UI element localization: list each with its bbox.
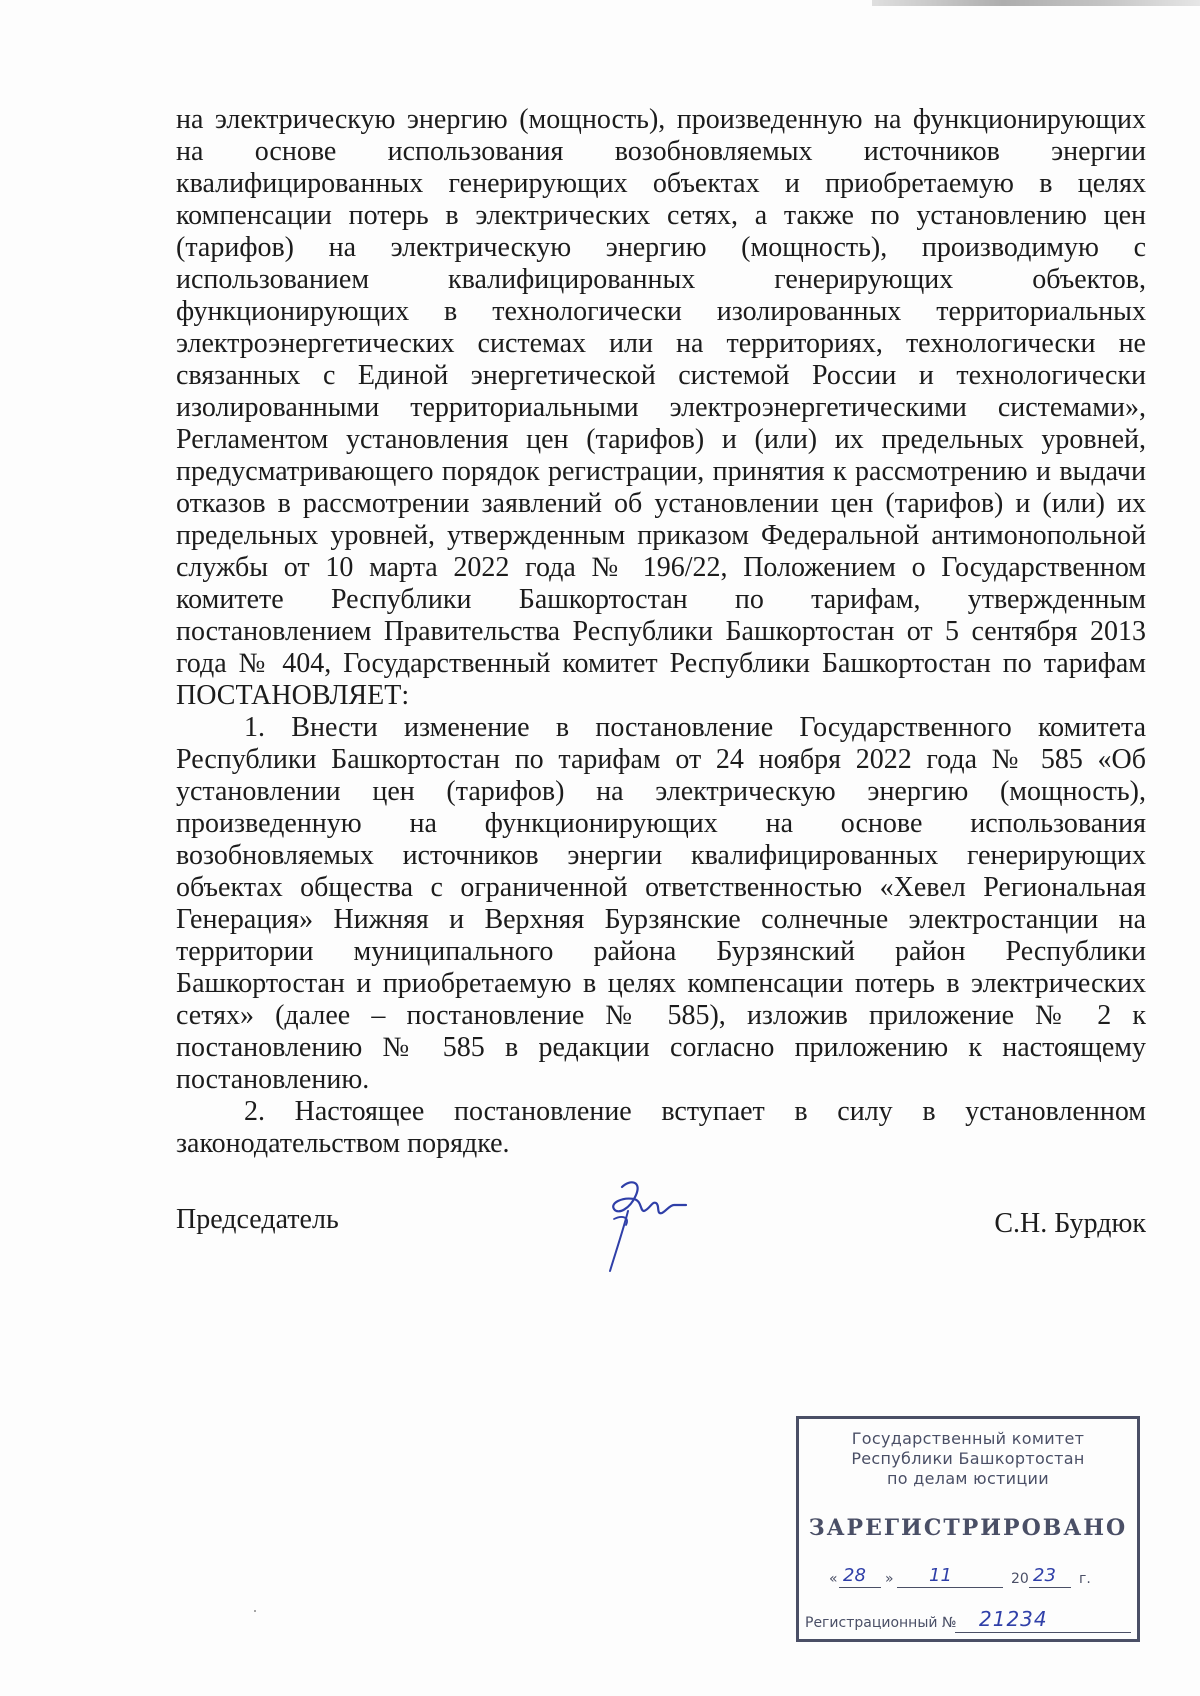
handwritten-signature xyxy=(600,1175,690,1275)
stamp-reg-number: 21234 xyxy=(979,1607,1048,1631)
paragraph-item-1: 1. Внести изменение в постановление Государственного комитета Республики Башкортостан по тарифам от 24 ноября 2022 года № 585 «Об установлении цен (тарифов) на электрическую энергию (мощность), произведенную на функционирующих на основе использования возобновляемых источников энергии квалифицированных генерирующих объектах общества с ограниченной ответственностью «Хевел Региональная Генерация» Нижняя и Верхняя Бурзянские солнечные электростанции на территории муниципального района Бурзянский район Республики Башкортостан и приобретаемую в целях компенсации потерь в электрических сетях» (далее – постановление № 585), изложив приложение № 2 к постановлению № 585 в редакции согласно приложению к настоящему постановлению. xyxy=(176,712,1146,1095)
stamp-status: ЗАРЕГИСТРИРОВАНО xyxy=(808,1515,1128,1541)
document-body xyxy=(176,104,1146,1160)
stamp-date-year-unit: г. xyxy=(1079,1571,1091,1587)
stamp-authority-line: Государственный комитет xyxy=(851,1429,1085,1448)
stamp-date-open-quote: « xyxy=(829,1571,838,1587)
stamp-date-month-line xyxy=(897,1587,1003,1588)
stamp-date-year-line xyxy=(1029,1587,1071,1588)
stamp-date xyxy=(829,1565,1119,1591)
signatory-name: С.Н. Бурдюк xyxy=(994,1208,1146,1239)
stamp-reg-label: Регистрационный № xyxy=(805,1615,957,1631)
stamp-authority xyxy=(799,1429,1137,1489)
scan-speck xyxy=(254,1610,256,1612)
signatory-title: Председатель xyxy=(176,1204,339,1235)
stamp-authority-line: по делам юстиции xyxy=(887,1469,1049,1488)
stamp-authority-line: Республики Башкортостан xyxy=(851,1449,1085,1468)
stamp-date-year-prefix: 20 xyxy=(1011,1571,1029,1587)
stamp-date-year-suffix: 23 xyxy=(1033,1565,1056,1586)
stamp-date-day-line xyxy=(839,1587,881,1588)
stamp-date-close-quote: » xyxy=(885,1571,894,1587)
paragraph-item-2: 2. Настоящее постановление вступает в силу в установленном законодательством порядке. xyxy=(176,1096,1146,1159)
stamp-date-month: 11 xyxy=(929,1565,952,1586)
stamp-reg-line xyxy=(955,1632,1131,1633)
paragraph-preamble: на электрическую энергию (мощность), произведенную на функционирующих на основе использования возобновляемых источников энергии квалифицированных генерирующих объектах и приобретаемую в целях компенсации потерь в электрических сетях, а также по установлению цен (тарифов) на электрическую энергию (мощность), производимую с использованием квалифицированных генерирующих объектов, функционирующих в технологически изолированных территориальных электроэнергетических системах или на территориях, технологически не связанных с Единой энергетической системой России и технологически изолированными территориальными электроэнергетическими системами», Регламентом установления цен (тарифов) и (или) их предельных уровней, предусматривающего порядок регистрации, принятия к рассмотрению и выдачи отказов в рассмотрении заявлений об установлении цен (тарифов) и (или) их предельных уровней, утвержденным приказом Федеральной антимонопольной службы от 10 марта 2022 года № 196/22, Положением о Государственном комитете Республики Башкортостан по тарифам, утвержденным постановлением Правительства Республики Башкортостан от 5 сентября 2013 года № 404, Государственный комитет Республики Башкортостан по тарифам ПОСТАНОВЛЯЕТ: xyxy=(176,104,1146,711)
stamp-registration-number xyxy=(805,1607,1135,1633)
scan-edge-mark xyxy=(872,0,1200,6)
registration-stamp xyxy=(796,1416,1140,1642)
stamp-date-day: 28 xyxy=(843,1565,866,1586)
